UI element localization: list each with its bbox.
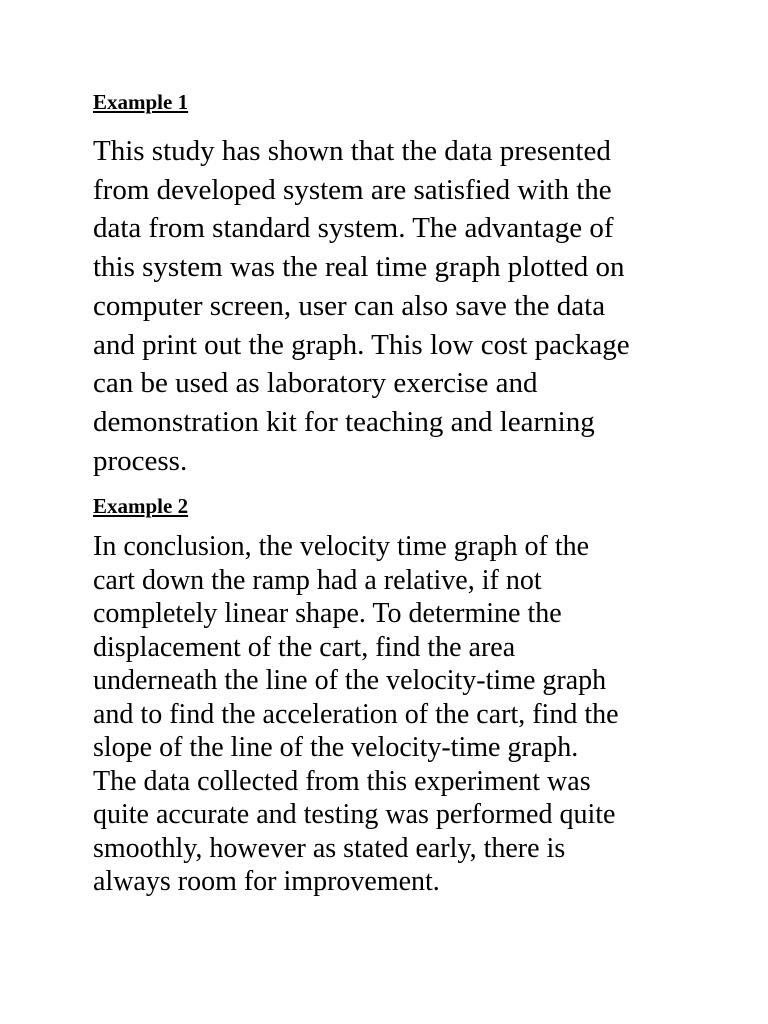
- paragraph-line: from developed system are satisfied with the: [93, 173, 612, 206]
- paragraph-line: underneath the line of the velocity-time graph: [93, 665, 607, 696]
- paragraph-line: slope of the line of the velocity-time graph.: [93, 732, 579, 763]
- paragraph-line: process.: [93, 444, 188, 477]
- paragraph-line: computer screen, user can also save the data: [93, 289, 606, 322]
- example-1-paragraph: [93, 132, 693, 480]
- example-2-heading: Example 2: [93, 494, 189, 518]
- paragraph-line: In conclusion, the velocity time graph of the: [93, 531, 590, 562]
- paragraph-line: smoothly, however as stated early, there is: [93, 832, 566, 864]
- paragraph-line: The data collected from this experiment was: [93, 765, 591, 797]
- paragraph-line: always room for improvement.: [93, 866, 440, 897]
- paragraph-line: demonstration kit for teaching and learning: [93, 405, 595, 438]
- paragraph-line: this system was the real time graph plotted on: [93, 251, 625, 284]
- paragraph-line: This study has shown that the data presented: [93, 135, 611, 167]
- paragraph-line: displacement of the cart, find the area: [93, 631, 516, 663]
- paragraph-line: and to find the acceleration of the cart, find the: [93, 698, 619, 730]
- paragraph-line: can be used as laboratory exercise and: [93, 367, 538, 400]
- example-1-heading: Example 1: [93, 90, 189, 114]
- paragraph-line: completely linear shape. To determine the: [93, 598, 562, 629]
- example-2-paragraph: [93, 530, 693, 899]
- paragraph-line: quite accurate and testing was performed quite: [93, 799, 616, 830]
- paragraph-line: cart down the ramp had a relative, if not: [93, 564, 542, 596]
- paragraph-line: and print out the graph. This low cost package: [93, 328, 630, 361]
- paragraph-line: data from standard system. The advantage of: [93, 212, 614, 245]
